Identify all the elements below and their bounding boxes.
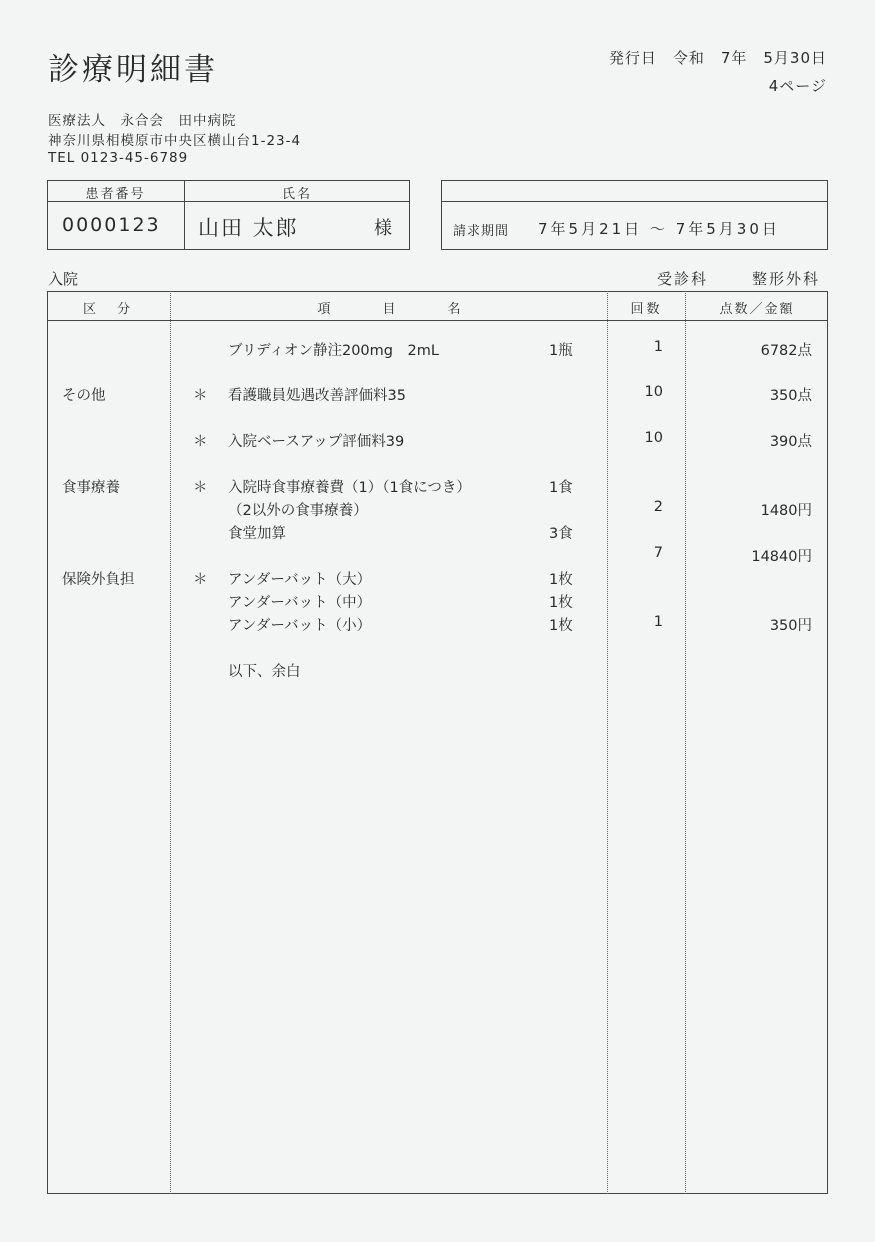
item-name: ブリディオン静注200mg 2mL bbox=[228, 343, 439, 359]
document-title: 診療明細書 bbox=[48, 52, 218, 88]
asterisk-mark: ＊ bbox=[193, 388, 208, 404]
hospital-address: 神奈川県相模原市中央区横山台1-23-4 bbox=[48, 133, 302, 149]
item-name: アンダーバット（小） bbox=[228, 618, 372, 634]
category-label: その他 bbox=[62, 388, 106, 404]
item-name: アンダーバット（大） bbox=[228, 572, 372, 588]
column-divider-amount bbox=[685, 291, 686, 1194]
category-label: 保険外負担 bbox=[62, 572, 135, 588]
category-label: 食事療養 bbox=[62, 480, 120, 496]
patient-number-label: 患者番号 bbox=[85, 187, 146, 202]
item-quantity: 3食 bbox=[549, 526, 573, 542]
item-amount: 390点 bbox=[769, 434, 812, 450]
admission-type: 入院 bbox=[48, 270, 79, 288]
patient-honorific: 様 bbox=[374, 218, 394, 239]
item-amount: 350円 bbox=[769, 618, 812, 634]
patient-name-label: 氏名 bbox=[281, 187, 312, 202]
item-name: 入院ベースアップ評価料39 bbox=[228, 434, 405, 450]
item-name: 看護職員処遇改善評価料35 bbox=[228, 388, 406, 404]
hospital-tel: TEL 0123-45-6789 bbox=[48, 150, 189, 166]
billing-box bbox=[441, 180, 828, 250]
column-divider-category bbox=[170, 291, 171, 1194]
table-header-divider bbox=[47, 320, 828, 321]
header-category: 区 分 bbox=[82, 302, 134, 317]
column-divider-count bbox=[607, 291, 608, 1194]
item-count: 2 bbox=[653, 499, 663, 515]
item-count: 1 bbox=[653, 614, 663, 630]
patient-name: 山田 太郎 bbox=[198, 216, 299, 240]
item-amount: 6782点 bbox=[760, 343, 812, 359]
patient-number: 0000123 bbox=[62, 214, 161, 236]
detail-table bbox=[47, 291, 828, 1194]
asterisk-mark: ＊ bbox=[193, 434, 208, 450]
header-count: 回数 bbox=[630, 302, 663, 317]
item-quantity: 1枚 bbox=[549, 595, 573, 611]
item-name: アンダーバット（中） bbox=[228, 595, 372, 611]
department: 整形外科 bbox=[752, 270, 821, 288]
hospital-name: 医療法人 永合会 田中病院 bbox=[48, 113, 237, 129]
item-quantity: 1枚 bbox=[549, 572, 573, 588]
item-count: 1 bbox=[653, 339, 663, 355]
header-amount: 点数／金額 bbox=[719, 302, 795, 317]
item-quantity: 1枚 bbox=[549, 618, 573, 634]
end-of-list-note: 以下、余白 bbox=[228, 664, 301, 680]
item-name: （2以外の食事療養） bbox=[228, 503, 368, 519]
issue-date: 発行日 令和 7年 5月30日 bbox=[608, 49, 827, 67]
department-label: 受診科 bbox=[657, 270, 709, 288]
item-amount: 1480円 bbox=[760, 503, 812, 519]
item-quantity: 1食 bbox=[549, 480, 573, 496]
item-count: 7 bbox=[653, 545, 663, 561]
item-name: 入院時食事療養費（1）（1食につき） bbox=[228, 480, 471, 496]
item-count: 10 bbox=[644, 430, 663, 446]
header-item: 項 目 名 bbox=[317, 302, 461, 317]
billing-period: 7年5月21日 〜 7年5月30日 bbox=[538, 220, 780, 238]
item-amount: 14840円 bbox=[751, 549, 812, 565]
item-count: 10 bbox=[644, 384, 663, 400]
item-amount: 350点 bbox=[769, 388, 812, 404]
page-number: 4ページ bbox=[768, 77, 827, 95]
item-quantity: 1瓶 bbox=[549, 343, 573, 359]
billing-period-label: 請求期間 bbox=[453, 224, 510, 239]
billing-box-divider bbox=[441, 201, 828, 202]
item-name: 食堂加算 bbox=[228, 526, 286, 542]
asterisk-mark: ＊ bbox=[193, 480, 208, 496]
asterisk-mark: ＊ bbox=[193, 572, 208, 588]
